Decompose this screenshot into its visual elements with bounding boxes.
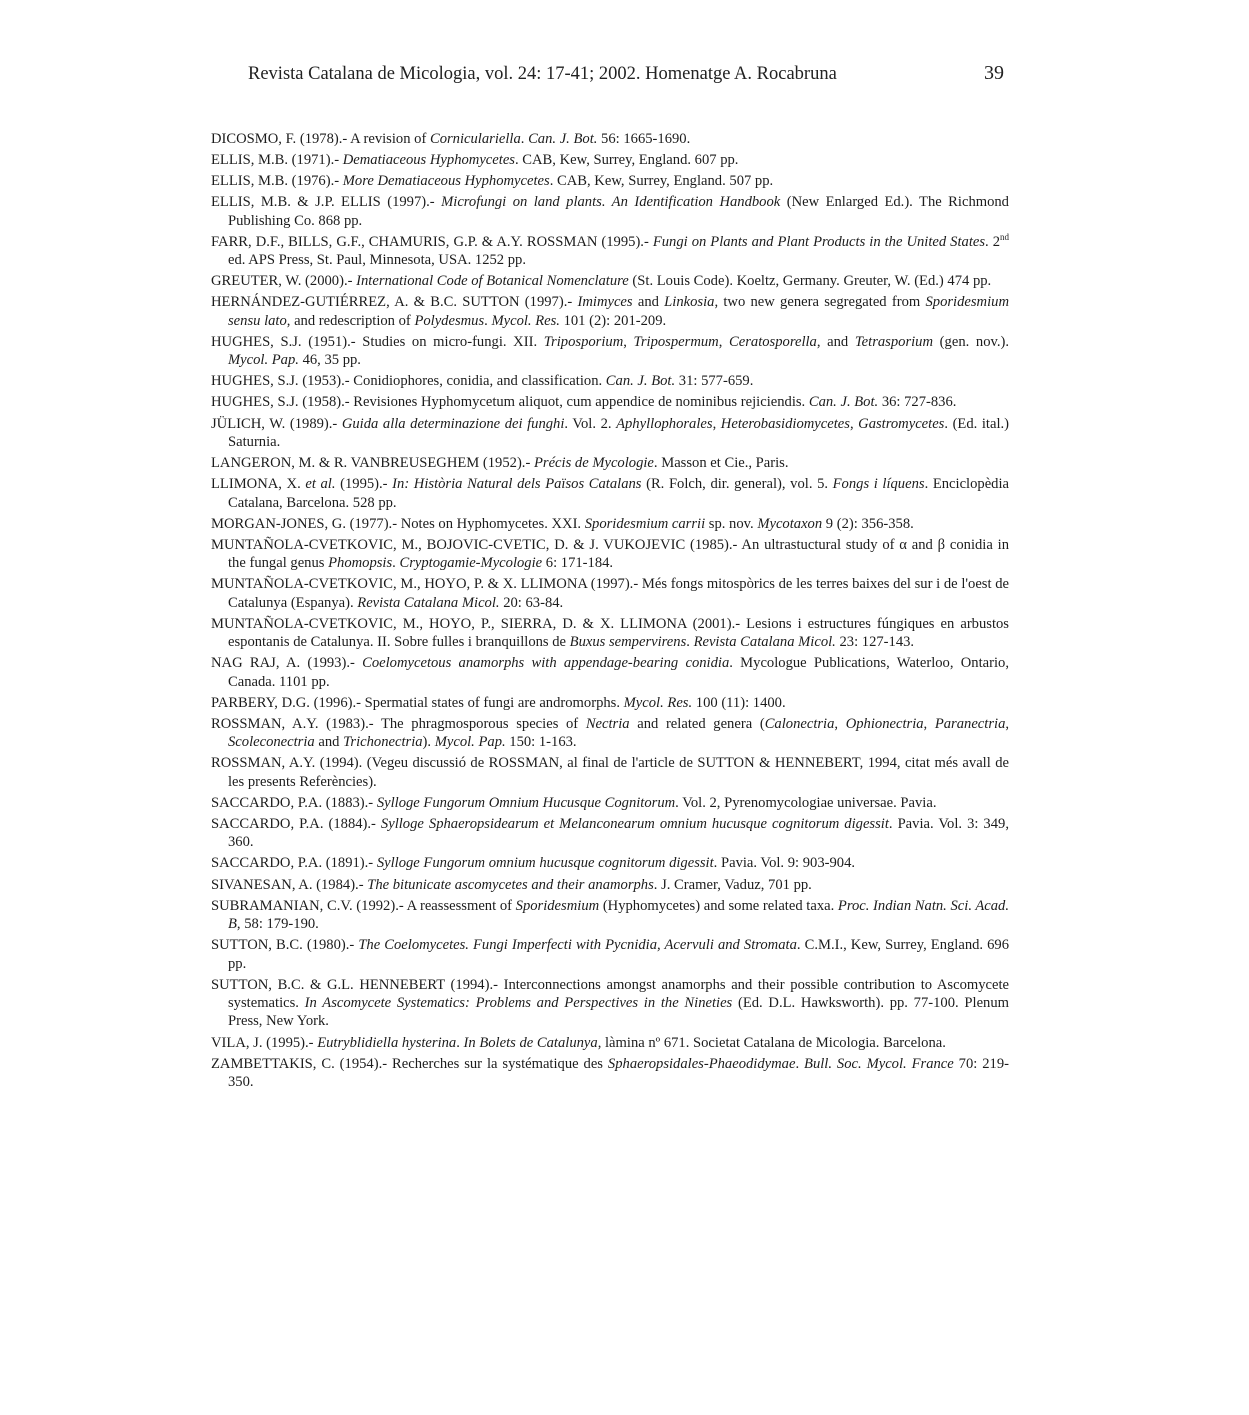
reference-text: SIVANESAN, A. (1984).-	[211, 876, 368, 893]
reference-italic-text: More Dematiaceous Hyphomycetes	[342, 173, 550, 190]
reference-italic-text: Proc. Indian Natn. Sci. Acad. B	[228, 897, 1009, 933]
reference-text: SUTTON, B.C. (1980).-	[211, 937, 359, 954]
reference-text: 23: 127-143.	[835, 634, 915, 651]
reference-text: , two new genera segregated from	[714, 294, 926, 311]
reference-entry	[211, 794, 1009, 812]
reference-text: NAG RAJ, A. (1993).-	[211, 655, 363, 672]
reference-text: (R. Folch, dir. general), vol. 5.	[641, 476, 833, 493]
reference-italic-text: International Code of Botanical Nomenclature	[356, 273, 629, 290]
reference-entry	[211, 233, 1009, 270]
reference-text: ELLIS, M.B. & J.P. ELLIS (1997).-	[211, 194, 442, 211]
reference-italic-text: Bull. Soc. Mycol. France	[804, 1055, 954, 1072]
reference-entry	[211, 715, 1009, 752]
reference-italic-text: Fongs i líquens	[832, 476, 925, 493]
reference-entry	[211, 475, 1009, 512]
reference-entry	[211, 854, 1009, 872]
reference-text: GREUTER, W. (2000).-	[211, 273, 357, 290]
reference-text: . CAB, Kew, Surrey, England. 507 pp.	[549, 173, 774, 190]
reference-text: and related genera (	[629, 715, 765, 732]
reference-text: ,	[923, 715, 935, 732]
reference-text: .	[795, 1055, 805, 1072]
reference-entry	[211, 151, 1009, 169]
reference-text: HUGHES, S.J. (1953).- Conidiophores, conidia, and classification.	[211, 373, 606, 390]
reference-text: 20: 63-84.	[499, 594, 564, 611]
reference-italic-text: Paranectria	[934, 715, 1006, 732]
reference-text: ,	[849, 415, 859, 432]
reference-text: LANGERON, M. & R. VANBREUSEGHEM (1952).-	[211, 455, 534, 472]
reference-italic-text: Mycol. Res.	[491, 312, 560, 329]
reference-text: JÜLICH, W. (1989).-	[211, 415, 342, 432]
reference-entry	[211, 936, 1009, 973]
reference-text: 101 (2): 201-209.	[559, 312, 667, 329]
reference-entry	[211, 1034, 1009, 1052]
reference-italic-text: Calonectria	[764, 715, 835, 732]
reference-italic-text: Aphyllophorales	[616, 415, 713, 432]
reference-text: . Vol. 2.	[564, 415, 617, 432]
reference-text: ,	[623, 333, 634, 350]
reference-text: SACCARDO, P.A. (1883).-	[211, 794, 377, 811]
reference-text: HUGHES, S.J. (1958).- Revisiones Hyphomycetum aliquot, cum appendice de nominibus rejiciendis.	[211, 394, 809, 411]
reference-italic-text: Sporidesmium	[515, 897, 600, 914]
reference-entry	[211, 897, 1009, 934]
reference-text: .	[484, 312, 492, 329]
reference-italic-text: Fungi on Plants and Plant Products in the United States	[652, 233, 986, 250]
reference-text: (Ed. D.L. Hawksworth). pp. 77-100. Plenum Press, New York.	[228, 995, 1009, 1030]
reference-text: ,	[1005, 715, 1010, 732]
reference-entry	[211, 415, 1009, 452]
reference-text: .	[456, 1034, 464, 1051]
reference-italic-text: Sylloge Sphaeropsidearum et Melanconearum omnium hucusque cognitorum digessit	[380, 815, 889, 832]
reference-text: MUNTAÑOLA-CVETKOVIC, M., HOYO, P., SIERRA, D. & X. LLIMONA (2001).- Lesions i estructures fúngiques en arbustos espontanis de Catalunya. II. Sobre fulles i branquillons de	[211, 615, 1009, 651]
reference-text: . (Ed. ital.) Saturnia.	[228, 415, 1010, 450]
reference-italic-text: Ceratosporella	[729, 333, 817, 350]
reference-text: ROSSMAN, A.Y. (1994). (Vegeu discussió de ROSSMAN, al final de l'article de SUTTON & HENNEBERT, 1994, citat més avall de les presents Referències).	[211, 755, 1009, 790]
reference-entry	[211, 536, 1009, 573]
reference-entry	[211, 1055, 1009, 1092]
reference-entry	[211, 393, 1009, 411]
reference-text: . Pavia. Vol. 9: 903-904.	[713, 855, 856, 872]
reference-text: ed. APS Press, St. Paul, Minnesota, USA. 1252 pp.	[228, 252, 526, 269]
reference-text: DICOSMO, F. (1978).- A revision of	[211, 131, 430, 147]
reference-text: PARBERY, D.G. (1996).- Spermatial states of fungi are andromorphs.	[211, 694, 624, 711]
reference-text: ,	[712, 415, 721, 432]
reference-entry	[211, 754, 1009, 791]
reference-text: SUTTON, B.C. & G.L. HENNEBERT (1994).- Interconnections amongst anamorphs and their possible contribution to Ascomycete systematics.	[211, 976, 1009, 1012]
reference-italic-text: Corniculariella	[429, 131, 521, 147]
reference-text: MUNTAÑOLA-CVETKOVIC, M., HOYO, P. & X. LLIMONA (1997).- Més fongs mitospòrics de les terres baixes del sur i de l'oest de Catalunya (Espanya).	[211, 576, 1009, 611]
reference-text: . C.M.I., Kew, Surrey, England. 696 pp.	[228, 937, 1010, 972]
reference-text: . Pavia. Vol. 3: 349, 360.	[228, 815, 1009, 851]
reference-text: ).	[422, 734, 435, 751]
reference-entry	[211, 130, 1009, 148]
reference-italic-text: Précis de Mycologie	[533, 455, 654, 472]
reference-text: 70: 219-350.	[228, 1055, 1009, 1091]
reference-italic-text: Coelomycetous anamorphs with appendage-bearing conidia	[362, 655, 730, 672]
reference-text: 150: 1-163.	[505, 734, 577, 751]
reference-text: ,	[834, 715, 846, 732]
reference-italic-text: Dematiaceous Hyphomycetes	[342, 152, 515, 169]
reference-entry	[211, 815, 1009, 852]
reference-italic-text: Sylloge Fungorum omnium hucusque cognitorum digessit	[376, 855, 714, 872]
reference-text: SUBRAMANIAN, C.V. (1992).- A reassessment of	[211, 897, 516, 914]
reference-text: ROSSMAN, A.Y. (1983).- The phragmosporous species of	[211, 715, 586, 732]
reference-italic-text: In: Història Natural dels Països Catalans	[392, 476, 642, 493]
reference-italic-text: Linkosia	[664, 294, 715, 311]
reference-entry	[211, 694, 1009, 712]
reference-text: (1995).-	[335, 476, 393, 493]
reference-entry	[211, 515, 1009, 533]
reference-italic-text: The bitunicate ascomycetes and their anamorphs	[367, 876, 654, 893]
reference-italic-text: Eutryblidiella hysterina	[317, 1034, 457, 1051]
reference-italic-text: Trichonectria	[343, 734, 423, 751]
reference-text: . J. Cramer, Vaduz, 701 pp.	[653, 876, 812, 893]
reference-italic-text: Polydesmus	[414, 312, 485, 329]
reference-text: (Hyphomycetes) and some related taxa.	[599, 897, 838, 914]
reference-entry	[211, 654, 1009, 691]
reference-text: nd	[1000, 231, 1009, 242]
reference-italic-text: Sphaeropsidales-Phaeodidymae	[607, 1055, 796, 1072]
reference-italic-text: Ophionectria	[845, 715, 924, 732]
reference-text: HUGHES, S.J. (1951).- Studies on micro-fungi. XII.	[211, 333, 544, 350]
reference-text: VILA, J. (1995).-	[211, 1034, 318, 1051]
reference-text: .	[392, 555, 400, 572]
reference-text: MORGAN-JONES, G. (1977).- Notes on Hyphomycetes. XXI.	[211, 515, 585, 532]
reference-text: , 58: 179-190.	[236, 916, 319, 933]
reference-italic-text: et al.	[305, 476, 336, 493]
reference-italic-text: Phomopsis	[328, 555, 393, 572]
reference-text: 100 (11): 1400.	[692, 694, 786, 711]
reference-italic-text: Sylloge Fungorum Omnium Hucusque Cognitorum	[376, 794, 676, 811]
reference-text: ZAMBETTAKIS, C. (1954).- Recherches sur la systématique des	[211, 1055, 608, 1072]
reference-text: .	[520, 131, 529, 147]
reference-italic-text: Sporidesmium carrii	[584, 515, 706, 532]
reference-text: . Masson et Cie., Paris.	[653, 455, 789, 472]
reference-italic-text: Revista Catalana Micol.	[693, 634, 836, 651]
reference-italic-text: Can. J. Bot.	[605, 373, 676, 390]
reference-italic-text: Nectria	[585, 715, 630, 732]
reference-italic-text: Can. J. Bot.	[528, 131, 598, 147]
reference-text: LLIMONA, X.	[211, 476, 306, 493]
reference-text: 9 (2): 356-358.	[822, 515, 914, 532]
reference-entry	[211, 976, 1009, 1031]
reference-text: ELLIS, M.B. (1976).-	[211, 173, 343, 190]
reference-italic-text: Guida alla determinazione dei funghi	[341, 415, 565, 432]
reference-italic-text: In Ascomycete Systematics: Problems and Perspectives in the Nineties	[304, 995, 733, 1012]
reference-entry	[211, 615, 1009, 652]
reference-text: , and	[816, 333, 855, 350]
reference-italic-text: Microfungi on land plants. An Identification Handbook	[441, 194, 781, 211]
reference-text: (St. Louis Code). Koeltz, Germany. Greuter, W. (Ed.) 474 pp.	[628, 273, 992, 290]
reference-entry	[211, 575, 1009, 612]
reference-text: , làmina nº 671. Societat Catalana de Micologia. Barcelona.	[597, 1034, 946, 1051]
reference-italic-text: Heterobasidiomycetes	[720, 415, 850, 432]
reference-italic-text: Scoleconectria	[228, 734, 315, 751]
reference-text: 56: 1665-1690.	[597, 131, 691, 147]
reference-text: . Mycologue Publications, Waterloo, Ontario, Canada. 1101 pp.	[228, 655, 1009, 690]
page-number: 39	[984, 62, 1004, 84]
reference-italic-text: Tripospermum	[633, 333, 719, 350]
journal-citation: Revista Catalana de Micologia, vol. 24: 17-41; 2002. Homenatge A. Rocabruna	[248, 64, 837, 84]
reference-italic-text: Mycol. Pap.	[434, 734, 506, 751]
reference-entry	[211, 293, 1009, 330]
reference-italic-text: Mycol. Res.	[623, 694, 693, 711]
reference-text: sp. nov.	[705, 515, 758, 532]
reference-entry	[211, 272, 1009, 290]
reference-text: . CAB, Kew, Surrey, England. 607 pp.	[514, 152, 739, 169]
reference-text: . 2	[985, 233, 1000, 250]
reference-entry	[211, 193, 1009, 230]
reference-italic-text: Revista Catalana Micol.	[357, 594, 500, 611]
running-header	[248, 64, 1004, 88]
reference-entry	[211, 454, 1009, 472]
reference-italic-text: Gastromycetes	[858, 415, 945, 432]
reference-italic-text: Triposporium	[543, 333, 624, 350]
reference-text: FARR, D.F., BILLS, G.F., CHAMURIS, G.P. & A.Y. ROSSMAN (1995).-	[211, 233, 653, 250]
reference-italic-text: Tetrasporium	[854, 333, 934, 350]
reference-text: and	[632, 294, 665, 311]
reference-italic-text: Sporidesmium sensu lato	[228, 294, 1009, 329]
reference-entry	[211, 172, 1009, 190]
reference-entry	[211, 372, 1009, 390]
reference-text: 46, 35 pp.	[298, 352, 361, 369]
reference-text: 31: 577-659.	[675, 373, 754, 390]
reference-text: ELLIS, M.B. (1971).-	[211, 152, 343, 169]
reference-italic-text: Mycol. Pap.	[228, 352, 299, 369]
reference-text: . Vol. 2, Pyrenomycologiae universae. Pavia.	[675, 794, 937, 811]
reference-italic-text: Can. J. Bot.	[808, 394, 879, 411]
reference-italic-text: The Coelomycetes. Fungi Imperfecti with Pycnidia, Acervuli and Stromata	[358, 937, 797, 954]
reference-list	[211, 130, 1009, 1094]
reference-text: ,	[718, 333, 730, 350]
reference-text: SACCARDO, P.A. (1884).-	[211, 815, 381, 832]
reference-text: and	[314, 734, 344, 751]
reference-italic-text: Cryptogamie-Mycologie	[399, 555, 543, 572]
reference-text: MUNTAÑOLA-CVETKOVIC, M., BOJOVIC-CVETIC, D. & J. VUKOJEVIC (1985).- An ultrastuctural study of α and β conidia in the fungal genus	[211, 536, 1009, 572]
reference-entry	[211, 333, 1009, 370]
reference-text: SACCARDO, P.A. (1891).-	[211, 855, 377, 872]
reference-text: . Enciclopèdia Catalana, Barcelona. 528 pp.	[228, 476, 1010, 511]
reference-entry	[211, 876, 1009, 894]
reference-italic-text: Buxus sempervirens	[569, 634, 687, 651]
reference-text: (New Enlarged Ed.). The Richmond Publishing Co. 868 pp.	[228, 194, 1009, 229]
reference-text: .	[686, 634, 694, 651]
reference-italic-text: Imimyces	[577, 294, 633, 311]
reference-text: 6: 171-184.	[542, 555, 614, 572]
reference-text: 36: 727-836.	[878, 394, 957, 411]
reference-italic-text: In Bolets de Catalunya	[463, 1034, 598, 1051]
reference-text: (gen. nov.).	[933, 333, 1010, 350]
reference-text: HERNÁNDEZ-GUTIÉRREZ, A. & B.C. SUTTON (1997).-	[211, 294, 578, 311]
reference-text: , and redescription of	[286, 312, 415, 329]
reference-italic-text: Mycotaxon	[757, 515, 823, 532]
